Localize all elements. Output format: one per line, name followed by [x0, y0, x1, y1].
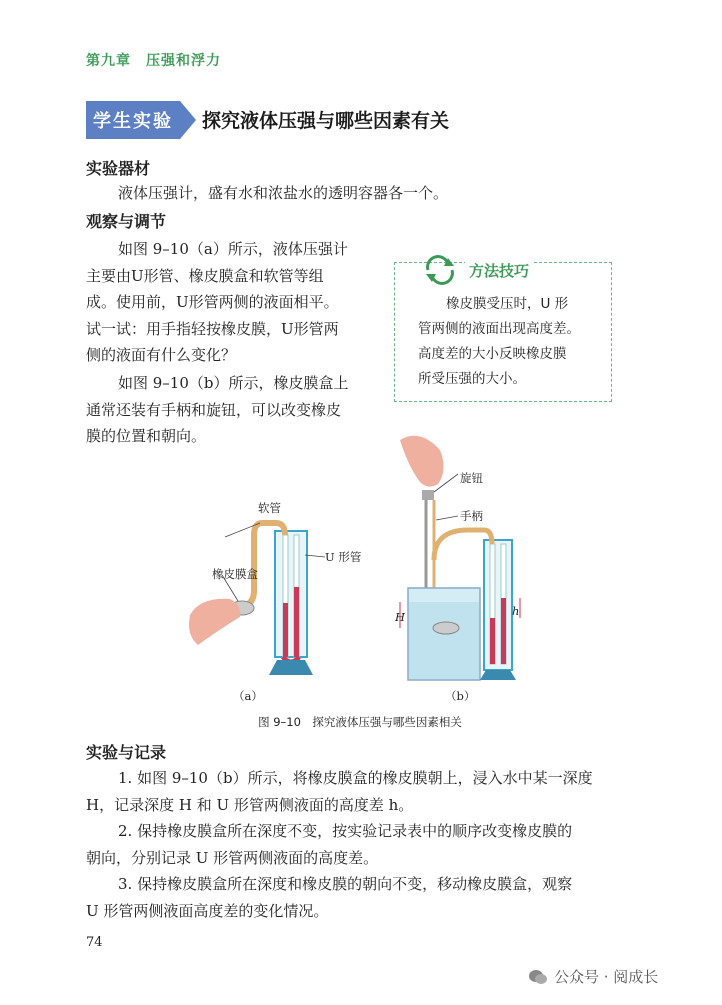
u-tube-glass-b — [484, 540, 512, 670]
step-line: 2. 保持橡皮膜盒所在深度不变，按实验记录表中的顺序改变橡皮膜的 — [118, 822, 573, 840]
figure-caption: 图 9–10 探究液体压强与哪些因素相关 — [258, 715, 462, 729]
text-line: 通常还装有手柄和旋钮，可以改变橡皮 — [86, 400, 342, 419]
u-tube-stand — [269, 660, 313, 675]
tip-line: 橡皮膜受压时，U 形 — [446, 296, 569, 312]
step-line: 1. 如图 9–10（b）所示，将橡皮膜盒的橡皮膜朝上，浸入水中某一深度 — [118, 769, 593, 787]
method-tip-icon — [420, 254, 460, 286]
experiment-tag: 学生实验 — [86, 101, 180, 139]
watermark-text: 公众号 · 阅成长 — [554, 968, 659, 986]
method-tip-text — [418, 292, 604, 392]
text-line: 侧的液面有什么变化？ — [86, 346, 237, 364]
hand-b — [400, 436, 444, 487]
text-line: 如图 9–10（a）所示，液体压强计 — [118, 240, 348, 258]
section-heading-observe: 观察与调节 — [86, 212, 167, 231]
text-line: 试一试：用手指轻按橡皮膜，U形管两 — [86, 319, 339, 338]
step-line: U 形管两侧液面高度差的变化情况。 — [86, 901, 329, 920]
figure-a-manometer — [180, 495, 350, 680]
figure-b-manometer — [380, 430, 540, 682]
text-line: 如图 9–10（b）所示，橡皮膜盒上 — [118, 374, 349, 392]
chapter-header: 第九章 压强和浮力 — [86, 53, 221, 69]
liquid-right-b — [501, 598, 506, 664]
text-line: 成。使用前，U形管两侧的液面相平。 — [86, 293, 339, 311]
subcaption-a: （a） — [233, 689, 263, 703]
method-tip-title: 方法技巧 — [465, 260, 533, 281]
text-line: 膜的位置和朝向。 — [86, 427, 207, 445]
section-heading-record: 实验与记录 — [86, 743, 167, 762]
equipment-text: 液体压强计，盛有水和浓盐水的透明容器各一个。 — [118, 184, 449, 202]
watermark — [528, 966, 658, 987]
u-tube-glass — [275, 531, 307, 657]
tip-line: 管两侧的液面出现高度差。 — [418, 321, 580, 337]
liquid-right — [294, 587, 299, 657]
liquid-left-b — [490, 618, 495, 664]
section-heading-equipment: 实验器材 — [86, 159, 151, 178]
label-knob: 旋钮 — [460, 471, 483, 485]
knob — [422, 490, 434, 500]
liquid-left — [283, 603, 288, 657]
step-line: 3. 保持橡皮膜盒所在深度和橡皮膜的朝向不变，移动橡皮膜盒，观察 — [118, 875, 573, 893]
label-u-tube: U 形管 — [325, 550, 362, 564]
experiment-title: 探究液体压强与哪些因素有关 — [202, 110, 450, 132]
subcaption-b: （b） — [445, 689, 476, 703]
tip-line: 所受压强的大小。 — [418, 371, 526, 387]
wechat-icon — [528, 968, 548, 986]
tip-line: 高度差的大小反映橡皮膜 — [418, 346, 567, 362]
banner-arrow — [180, 101, 196, 139]
label-depth-H: H — [395, 610, 406, 624]
label-soft-tube: 软管 — [258, 501, 281, 515]
water — [409, 602, 479, 679]
label-handle: 手柄 — [460, 509, 483, 523]
step-line: H，记录深度 H 和 U 形管两侧液面的高度差 h。 — [86, 795, 414, 814]
membrane-box-b — [433, 622, 459, 634]
hand-a — [189, 599, 240, 645]
label-height-h: h — [512, 604, 520, 618]
record-steps — [86, 765, 646, 924]
observe-paragraph-1 — [86, 236, 386, 369]
text-line: 主要由U形管、橡皮膜盒和软管等组 — [86, 266, 324, 285]
label-membrane-box: 橡皮膜盒 — [212, 567, 258, 581]
observe-paragraph-2 — [86, 370, 386, 450]
step-line: 朝向，分别记录 U 形管两侧液面的高度差。 — [86, 848, 379, 867]
page-number: 74 — [86, 935, 103, 950]
